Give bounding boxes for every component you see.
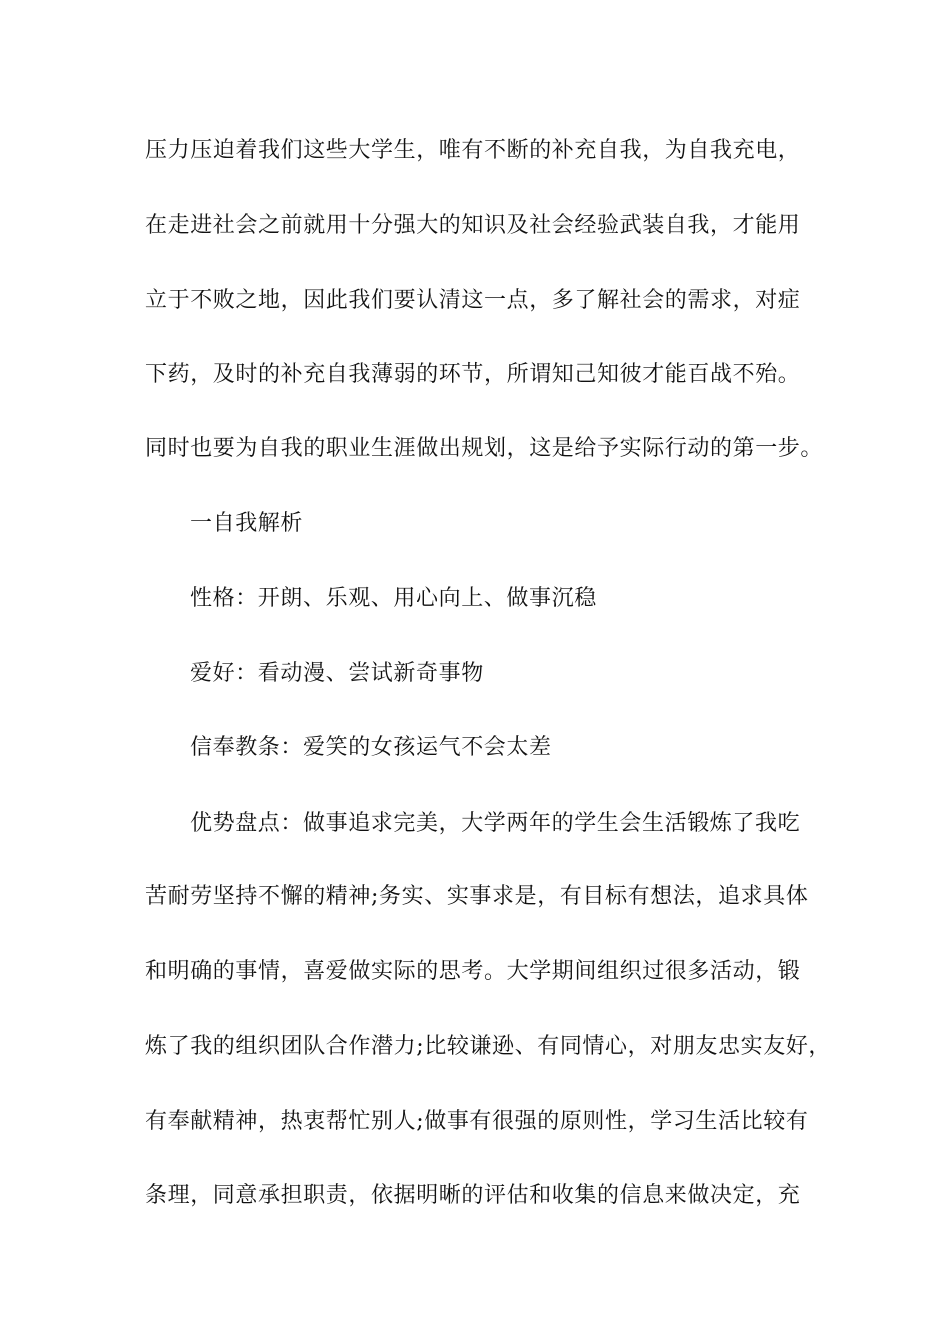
paragraph-line: 在走进社会之前就用十分强大的知识及社会经验武装自我，才能用 <box>145 213 801 238</box>
paragraph-line: 苦耐劳坚持不懈的精神;务实、实事求是，有目标有想法，追求具体 <box>145 884 809 909</box>
paragraph-line: 压力压迫着我们这些大学生，唯有不断的补充自我，为自我充电， <box>145 138 801 163</box>
paragraph-line: 同时也要为自我的职业生涯做出规划，这是给予实际行动的第一步。 <box>145 436 824 461</box>
paragraph-line: 下药，及时的补充自我薄弱的环节，所谓知己知彼才能百战不殆。 <box>145 362 801 387</box>
paragraph-line: 条理，同意承担职责，依据明晰的评估和收集的信息来做决定，充 <box>145 1183 801 1208</box>
hobby-line: 爱好：看动漫、尝试新奇事物 <box>190 661 484 686</box>
paragraph-line: 立于不败之地，因此我们要认清这一点，多了解社会的需求，对症 <box>145 288 801 313</box>
motto-line: 信奉教条：爱笑的女孩运气不会太差 <box>190 735 552 760</box>
paragraph-line: 炼了我的组织团队合作潜力;比较谦逊、有同情心，对朋友忠实友好， <box>145 1034 832 1059</box>
paragraph-line: 和明确的事情，喜爱做实际的思考。大学期间组织过很多活动，锻 <box>145 959 801 984</box>
personality-line: 性格：开朗、乐观、用心向上、做事沉稳 <box>190 586 597 611</box>
section-heading: 一自我解析 <box>190 511 304 536</box>
paragraph-line: 有奉献精神，热衷帮忙别人;做事有很强的原则性，学习生活比较有 <box>145 1109 809 1134</box>
strengths-line: 优势盘点：做事追求完美，大学两年的学生会生活锻炼了我吃 <box>190 811 801 836</box>
